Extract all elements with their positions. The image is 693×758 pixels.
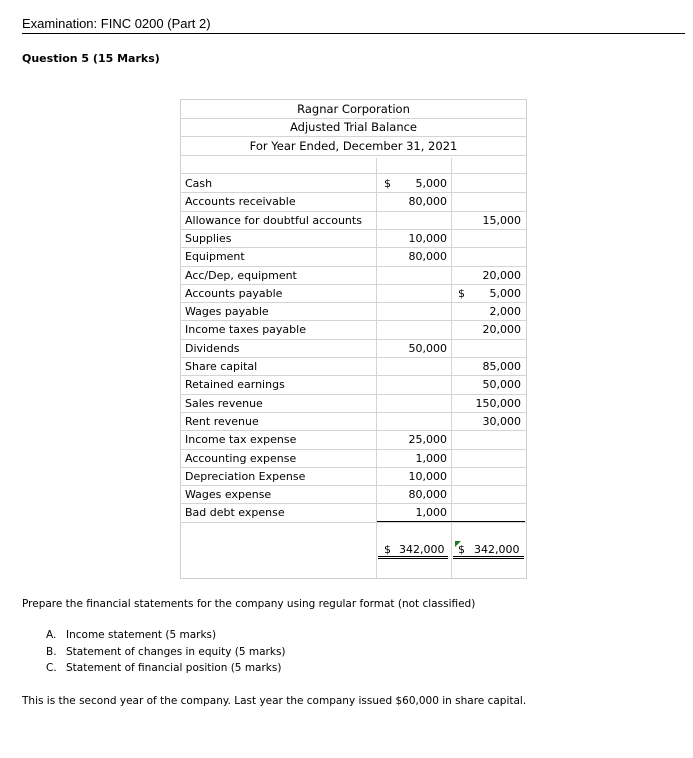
double-underline <box>453 556 524 557</box>
account-row <box>181 267 526 285</box>
trial-balance-sheet <box>180 99 527 579</box>
account-row <box>181 193 526 211</box>
account-name: Income tax expense <box>185 433 297 447</box>
total-credit: 342,000 <box>474 543 520 556</box>
debit-amount: 5,000 <box>415 177 447 190</box>
total-credit-sign: $ <box>458 543 465 556</box>
grid-line <box>181 136 526 137</box>
account-name: Bad debt expense <box>185 506 285 520</box>
debit-sign: $ <box>384 177 391 190</box>
grid-line <box>181 155 526 156</box>
account-row <box>181 321 526 339</box>
account-row <box>181 248 526 266</box>
report-period: For Year Ended, December 31, 2021 <box>249 139 458 153</box>
debit-amount: 50,000 <box>408 341 447 355</box>
account-row <box>181 504 526 522</box>
account-row <box>181 285 526 303</box>
debit-amount: 80,000 <box>408 488 447 502</box>
account-row <box>181 212 526 230</box>
item-text: Statement of financial position (5 marks) <box>66 662 282 674</box>
total-debit-sign: $ <box>384 543 391 556</box>
account-name: Wages payable <box>185 305 269 319</box>
grid-line <box>181 173 526 174</box>
debit-amount: 1,000 <box>415 451 447 465</box>
instruction-item-b <box>46 646 286 658</box>
company-note: This is the second year of the company. Last year the company issued $60,000 in share capital. <box>22 695 527 707</box>
total-debit: 342,000 <box>399 543 445 556</box>
double-underline <box>378 558 448 559</box>
credit-sign: $ <box>458 286 465 300</box>
question-title: Question 5 (15 Marks) <box>22 52 160 65</box>
account-name: Income taxes payable <box>185 323 306 337</box>
double-underline <box>453 558 524 559</box>
total-rule <box>377 521 525 522</box>
item-text: Statement of changes in equity (5 marks) <box>66 646 286 658</box>
account-name: Acc/Dep, equipment <box>185 268 297 282</box>
item-letter: C. <box>46 662 57 674</box>
account-row <box>181 486 526 504</box>
credit-amount: 15,000 <box>482 213 521 227</box>
debit-amount: 1,000 <box>415 506 447 520</box>
company-name: Ragnar Corporation <box>297 102 410 116</box>
account-name: Retained earnings <box>185 378 285 392</box>
account-name: Rent revenue <box>185 414 259 428</box>
debit-amount: 10,000 <box>408 469 447 483</box>
debit-amount: 10,000 <box>408 231 447 245</box>
account-row <box>181 303 526 321</box>
credit-amount: 85,000 <box>482 360 521 373</box>
item-letter: B. <box>46 646 57 658</box>
credit-amount: 20,000 <box>482 268 521 282</box>
credit-amount: 50,000 <box>482 378 521 392</box>
account-name: Cash <box>185 177 213 190</box>
account-name: Accounts receivable <box>185 195 296 209</box>
debit-amount: 80,000 <box>408 195 447 209</box>
account-name: Supplies <box>185 231 232 245</box>
debit-amount: 80,000 <box>408 250 447 264</box>
item-letter: A. <box>46 629 57 641</box>
account-row <box>181 413 526 431</box>
account-name: Equipment <box>185 250 245 264</box>
account-row <box>181 450 526 468</box>
credit-amount: 30,000 <box>482 414 521 428</box>
account-name: Accounting expense <box>185 451 297 465</box>
double-underline <box>378 556 448 557</box>
credit-amount: 5,000 <box>489 286 521 300</box>
item-text: Income statement (5 marks) <box>66 629 217 641</box>
account-row <box>181 468 526 486</box>
instruction-item-c <box>46 662 281 674</box>
account-name: Allowance for doubtful accounts <box>185 213 362 227</box>
exam-header <box>22 16 685 34</box>
account-name: Share capital <box>185 360 258 373</box>
debit-amount: 25,000 <box>408 433 447 447</box>
account-name: Dividends <box>185 341 240 355</box>
account-row <box>181 395 526 413</box>
account-name: Accounts payable <box>185 286 283 300</box>
credit-amount: 150,000 <box>475 396 521 410</box>
account-row <box>181 376 526 394</box>
account-name: Wages expense <box>185 488 272 502</box>
account-row <box>181 358 526 376</box>
account-name: Depreciation Expense <box>185 469 306 483</box>
instruction-item-a <box>46 629 216 641</box>
exam-title: Examination: FINC 0200 (Part 2) <box>22 16 211 31</box>
account-row <box>181 340 526 358</box>
account-row <box>181 230 526 248</box>
grid-line <box>181 118 526 119</box>
account-row <box>181 431 526 449</box>
account-name: Sales revenue <box>185 396 263 410</box>
instructions-prompt: Prepare the financial statements for the company using regular format (not classified) <box>22 598 476 610</box>
credit-amount: 2,000 <box>489 305 521 319</box>
account-row <box>181 175 526 193</box>
report-title: Adjusted Trial Balance <box>290 120 417 134</box>
credit-amount: 20,000 <box>482 323 521 337</box>
